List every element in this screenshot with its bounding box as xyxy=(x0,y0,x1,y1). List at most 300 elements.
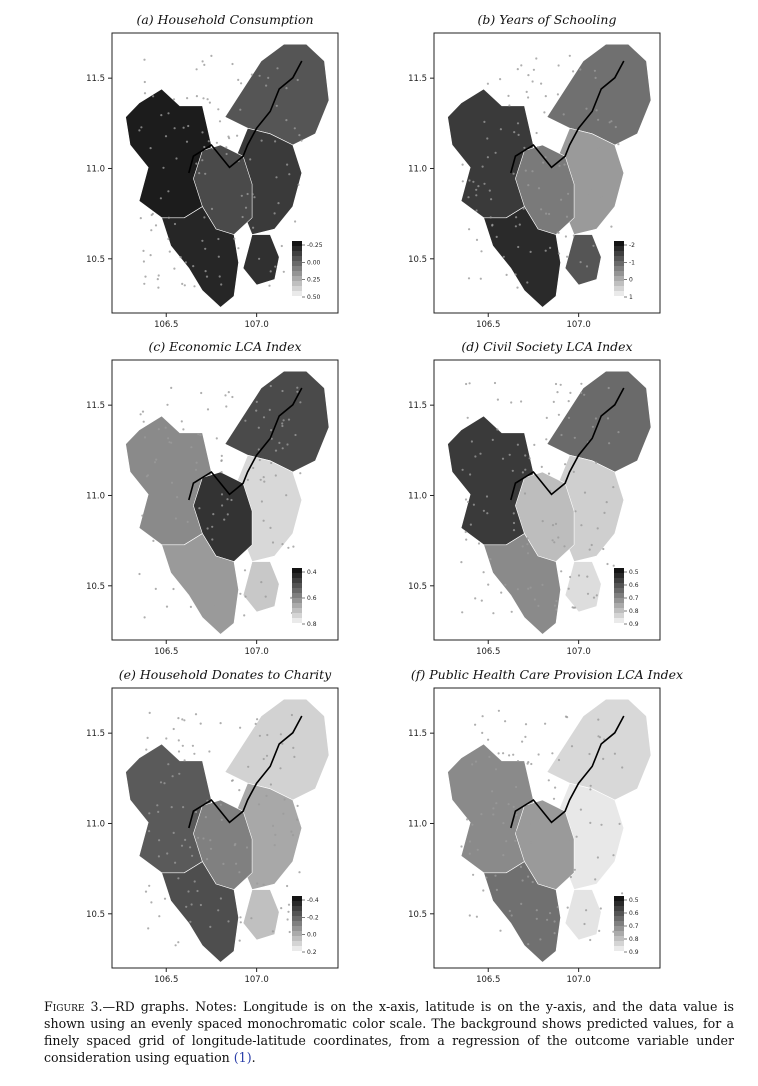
sample-point xyxy=(487,739,489,741)
sample-point xyxy=(269,527,271,529)
sample-point xyxy=(555,383,557,385)
sample-point xyxy=(594,70,596,72)
sample-point xyxy=(193,285,195,287)
sample-point xyxy=(145,749,147,751)
sample-point xyxy=(476,916,478,918)
sample-point xyxy=(597,719,599,721)
sample-point xyxy=(530,251,532,253)
sample-point xyxy=(182,745,184,747)
sample-point xyxy=(477,849,479,851)
sample-point xyxy=(256,401,258,403)
sample-point xyxy=(519,224,521,226)
sample-point xyxy=(522,471,524,473)
sample-point xyxy=(192,745,194,747)
sample-point xyxy=(589,822,591,824)
sample-point xyxy=(247,479,249,481)
sample-point xyxy=(585,108,587,110)
sample-point xyxy=(499,930,501,932)
sample-point xyxy=(199,434,201,436)
legend-swatch xyxy=(614,941,624,947)
sample-point xyxy=(217,108,219,110)
sample-point xyxy=(600,824,602,826)
sample-point xyxy=(589,939,591,941)
sample-point xyxy=(186,141,188,143)
sample-point xyxy=(563,164,565,166)
sample-point xyxy=(542,162,544,164)
sample-point xyxy=(227,513,229,515)
sample-point xyxy=(237,247,239,249)
legend-label: 0.00 xyxy=(307,259,321,267)
sample-point xyxy=(150,147,152,149)
sample-point xyxy=(598,930,600,932)
sample-point xyxy=(587,593,589,595)
sample-point xyxy=(274,844,276,846)
sample-point xyxy=(586,576,588,578)
legend-swatch xyxy=(292,926,302,932)
sample-point xyxy=(294,434,296,436)
y-tick-label: 11.0 xyxy=(408,491,427,502)
sample-point xyxy=(523,208,525,210)
sample-point xyxy=(597,119,599,121)
sample-point xyxy=(259,459,261,461)
sample-point xyxy=(198,507,200,509)
sample-point xyxy=(580,524,582,526)
sample-point xyxy=(162,167,164,169)
panel-c xyxy=(86,339,338,657)
sample-point xyxy=(468,228,470,230)
sample-point xyxy=(607,417,609,419)
sample-point xyxy=(259,75,261,77)
sample-point xyxy=(292,546,294,548)
sample-point xyxy=(208,750,210,752)
sample-point xyxy=(614,753,616,755)
sample-point xyxy=(536,909,538,911)
sample-point xyxy=(537,146,539,148)
sample-point xyxy=(209,926,211,928)
legend-swatch xyxy=(614,951,624,957)
sample-point xyxy=(546,919,548,921)
legend-swatch xyxy=(614,578,624,584)
sample-point xyxy=(143,260,145,262)
sample-point xyxy=(233,238,235,240)
sample-point xyxy=(503,256,505,258)
sample-point xyxy=(191,592,193,594)
sample-point xyxy=(211,208,213,210)
sample-point xyxy=(177,717,179,719)
sample-point xyxy=(277,202,279,204)
sample-point xyxy=(531,170,533,172)
panel-b xyxy=(408,12,660,330)
sample-point xyxy=(479,453,481,455)
legend-swatch xyxy=(614,266,624,272)
sample-point xyxy=(263,476,265,478)
sample-point xyxy=(222,863,224,865)
legend-swatch xyxy=(614,916,624,922)
sample-point xyxy=(574,437,576,439)
sample-point xyxy=(583,394,585,396)
legend-swatch xyxy=(292,916,302,922)
sample-point xyxy=(460,561,462,563)
sample-point xyxy=(580,392,582,394)
sample-point xyxy=(555,523,557,525)
legend-swatch xyxy=(614,618,624,624)
sample-point xyxy=(239,593,241,595)
sample-point xyxy=(553,870,555,872)
legend-swatch xyxy=(614,901,624,907)
sample-point xyxy=(252,193,254,195)
sample-point xyxy=(554,787,556,789)
sample-point xyxy=(483,571,485,573)
sample-point xyxy=(148,812,150,814)
sample-point xyxy=(181,845,183,847)
sample-point xyxy=(556,856,558,858)
sample-point xyxy=(256,718,258,720)
sample-point xyxy=(182,806,184,808)
sample-point xyxy=(520,400,522,402)
legend-label: 0.6 xyxy=(629,910,639,917)
sample-point xyxy=(513,173,515,175)
sample-point xyxy=(558,414,560,416)
sample-point xyxy=(193,753,195,755)
sample-point xyxy=(252,227,254,229)
legend-swatch xyxy=(292,588,302,594)
sample-point xyxy=(190,606,192,608)
sample-point xyxy=(502,752,504,754)
sample-point xyxy=(568,588,570,590)
sample-point xyxy=(203,146,205,148)
sample-point xyxy=(243,614,245,616)
sample-point xyxy=(597,527,599,529)
sample-point xyxy=(274,140,276,142)
sample-point xyxy=(289,931,291,933)
sample-point xyxy=(255,410,257,412)
sample-point xyxy=(143,59,145,61)
sample-point xyxy=(515,216,517,218)
sample-point xyxy=(549,912,551,914)
sample-point xyxy=(189,921,191,923)
y-tick-label: 10.5 xyxy=(408,581,427,592)
sample-point xyxy=(560,434,562,436)
sample-point xyxy=(285,87,287,89)
legend-swatch xyxy=(292,946,302,952)
sample-point xyxy=(286,164,288,166)
sample-point xyxy=(263,416,265,418)
legend-swatch xyxy=(292,573,302,579)
sample-point xyxy=(167,437,169,439)
sample-point xyxy=(520,866,522,868)
sample-point xyxy=(206,858,208,860)
sample-point xyxy=(168,441,170,443)
sample-point xyxy=(538,753,540,755)
sample-point xyxy=(544,723,546,725)
sample-point xyxy=(469,382,471,384)
sample-point xyxy=(263,481,265,483)
sample-point xyxy=(266,755,268,757)
sample-point xyxy=(470,524,472,526)
sample-point xyxy=(221,819,223,821)
sample-point xyxy=(211,526,213,528)
sample-point xyxy=(213,605,215,607)
sample-point xyxy=(166,852,168,854)
sample-point xyxy=(140,413,142,415)
sample-point xyxy=(552,539,554,541)
sample-point xyxy=(574,607,576,609)
sample-point xyxy=(576,836,578,838)
sample-point xyxy=(167,112,169,114)
y-tick-label: 11.0 xyxy=(408,819,427,830)
sample-point xyxy=(176,496,178,498)
sample-point xyxy=(495,802,497,804)
sample-point xyxy=(281,543,283,545)
sample-point xyxy=(178,739,180,741)
sample-point xyxy=(147,474,149,476)
sample-point xyxy=(569,392,571,394)
sample-point xyxy=(236,135,238,137)
legend-swatch xyxy=(614,931,624,937)
sample-point xyxy=(512,754,514,756)
x-tick-label: 106.5 xyxy=(154,647,179,657)
legend-label: -0.4 xyxy=(307,897,319,904)
sample-point xyxy=(222,573,224,575)
sample-point xyxy=(175,157,177,159)
legend-swatch xyxy=(292,578,302,584)
sample-point xyxy=(471,763,473,765)
sample-point xyxy=(239,109,241,111)
sample-point xyxy=(596,594,598,596)
sample-point xyxy=(504,720,506,722)
sample-point xyxy=(282,447,284,449)
sample-point xyxy=(465,383,467,385)
sample-point xyxy=(596,109,598,111)
sample-point xyxy=(268,285,270,287)
sample-point xyxy=(500,592,502,594)
sample-point xyxy=(265,85,267,87)
legend-label: 0.50 xyxy=(307,294,321,301)
sample-point xyxy=(490,216,492,218)
legend-swatch xyxy=(292,251,302,257)
sample-point xyxy=(150,254,152,256)
sample-point xyxy=(522,545,524,547)
sample-point xyxy=(606,501,608,503)
sample-point xyxy=(244,596,246,598)
sample-point xyxy=(258,427,260,429)
legend-swatch xyxy=(292,266,302,272)
sample-point xyxy=(598,163,600,165)
sample-point xyxy=(143,283,145,285)
sample-point xyxy=(542,520,544,522)
legend-label: 0.2 xyxy=(307,949,317,956)
sample-point xyxy=(171,806,173,808)
sample-point xyxy=(165,737,167,739)
sample-point xyxy=(260,581,262,583)
sample-point xyxy=(287,918,289,920)
sample-point xyxy=(300,140,302,142)
sample-point xyxy=(195,713,197,715)
sample-point xyxy=(155,588,157,590)
sample-point xyxy=(249,158,251,160)
sample-point xyxy=(263,520,265,522)
legend-label: 0.7 xyxy=(629,595,639,602)
x-tick-label: 106.5 xyxy=(476,647,501,657)
sample-point xyxy=(597,856,599,858)
legend-swatch xyxy=(614,246,624,252)
sample-point xyxy=(499,78,501,80)
panel-title: (d) Civil Society LCA Index xyxy=(461,339,633,354)
sample-point xyxy=(299,472,301,474)
sample-point xyxy=(478,542,480,544)
sample-point xyxy=(180,256,182,258)
sample-point xyxy=(281,245,283,247)
sample-point xyxy=(548,779,550,781)
sample-point xyxy=(469,473,471,475)
sample-point xyxy=(197,557,199,559)
sample-point xyxy=(174,223,176,225)
panel-title: (c) Economic LCA Index xyxy=(148,339,302,354)
sample-point xyxy=(241,195,243,197)
sample-point xyxy=(216,596,218,598)
sample-point xyxy=(580,809,582,811)
legend-swatch xyxy=(292,623,302,629)
sample-point xyxy=(515,273,517,275)
sample-point xyxy=(589,788,591,790)
sample-point xyxy=(467,501,469,503)
sample-point xyxy=(516,831,518,833)
sample-point xyxy=(487,83,489,85)
sample-point xyxy=(197,837,199,839)
sample-point xyxy=(247,766,249,768)
caption-label: Figure 3. xyxy=(44,999,103,1014)
sample-point xyxy=(517,588,519,590)
sample-point xyxy=(164,898,166,900)
sample-point xyxy=(152,213,154,215)
sample-point xyxy=(483,121,485,123)
sample-point xyxy=(202,552,204,554)
sample-point xyxy=(523,147,525,149)
panel-title: (f) Public Health Care Provision LCA Index xyxy=(410,667,684,682)
sample-point xyxy=(595,77,597,79)
sample-point xyxy=(288,173,290,175)
sample-point xyxy=(494,875,496,877)
sample-point xyxy=(504,584,506,586)
sample-point xyxy=(483,510,485,512)
sample-point xyxy=(172,588,174,590)
sample-point xyxy=(160,114,162,116)
sample-point xyxy=(218,256,220,258)
sample-point xyxy=(517,444,519,446)
sample-point xyxy=(194,880,196,882)
panel-f xyxy=(408,667,683,985)
sample-point xyxy=(530,841,532,843)
sample-point xyxy=(237,79,239,81)
legend-label: 0 xyxy=(629,276,633,284)
sample-point xyxy=(565,867,567,869)
legend-label: 1 xyxy=(629,294,633,301)
sample-point xyxy=(192,265,194,267)
sample-point xyxy=(143,421,145,423)
sample-point xyxy=(566,216,568,218)
sample-point xyxy=(204,248,206,250)
sample-point xyxy=(591,188,593,190)
sample-point xyxy=(238,789,240,791)
sample-point xyxy=(160,197,162,199)
x-tick-label: 107.0 xyxy=(566,975,591,985)
sample-point xyxy=(554,920,556,922)
sample-point xyxy=(566,256,568,258)
sample-point xyxy=(228,391,230,393)
sample-point xyxy=(465,498,467,500)
y-tick-label: 10.5 xyxy=(86,909,105,920)
sample-point xyxy=(513,529,515,531)
legend-swatch xyxy=(614,241,624,247)
sample-point xyxy=(148,885,150,887)
sample-point xyxy=(285,494,287,496)
sample-point xyxy=(527,74,529,76)
sample-point xyxy=(221,493,223,495)
sample-point xyxy=(571,745,573,747)
sample-point xyxy=(155,459,157,461)
sample-point xyxy=(155,224,157,226)
sample-point xyxy=(592,245,594,247)
sample-point xyxy=(217,238,219,240)
sample-point xyxy=(210,848,212,850)
figure-caption xyxy=(44,998,734,1066)
equation-link[interactable]: (1) xyxy=(233,1050,252,1065)
sample-point xyxy=(525,170,527,172)
sample-point xyxy=(144,92,146,94)
legend-swatch xyxy=(614,608,624,614)
sample-point xyxy=(232,575,234,577)
sample-point xyxy=(294,220,296,222)
sample-point xyxy=(610,226,612,228)
sample-point xyxy=(554,605,556,607)
sample-point xyxy=(165,427,167,429)
sample-point xyxy=(216,437,218,439)
sample-point xyxy=(460,845,462,847)
sample-point xyxy=(498,710,500,712)
legend-swatch xyxy=(292,286,302,292)
sample-point xyxy=(540,83,542,85)
sample-point xyxy=(158,839,160,841)
sample-point xyxy=(527,184,529,186)
sample-point xyxy=(297,184,299,186)
legend-swatch xyxy=(614,286,624,292)
sample-point xyxy=(175,517,177,519)
sample-point xyxy=(578,574,580,576)
sample-point xyxy=(574,869,576,871)
sample-point xyxy=(588,753,590,755)
sample-point xyxy=(536,918,538,920)
sample-point xyxy=(585,909,587,911)
sample-point xyxy=(148,830,150,832)
sample-point xyxy=(166,606,168,608)
sample-point xyxy=(509,910,511,912)
legend-swatch xyxy=(614,936,624,942)
sample-point xyxy=(270,270,272,272)
sample-point xyxy=(555,600,557,602)
legend-label: -0.25 xyxy=(307,242,323,249)
legend-swatch xyxy=(614,613,624,619)
x-tick-label: 106.5 xyxy=(154,975,179,985)
sample-point xyxy=(224,394,226,396)
sample-point xyxy=(195,163,197,165)
sample-point xyxy=(492,813,494,815)
sample-point xyxy=(297,79,299,81)
sample-point xyxy=(553,798,555,800)
sample-point xyxy=(465,531,467,533)
sample-point xyxy=(292,834,294,836)
sample-point xyxy=(564,463,566,465)
sample-point xyxy=(291,714,293,716)
